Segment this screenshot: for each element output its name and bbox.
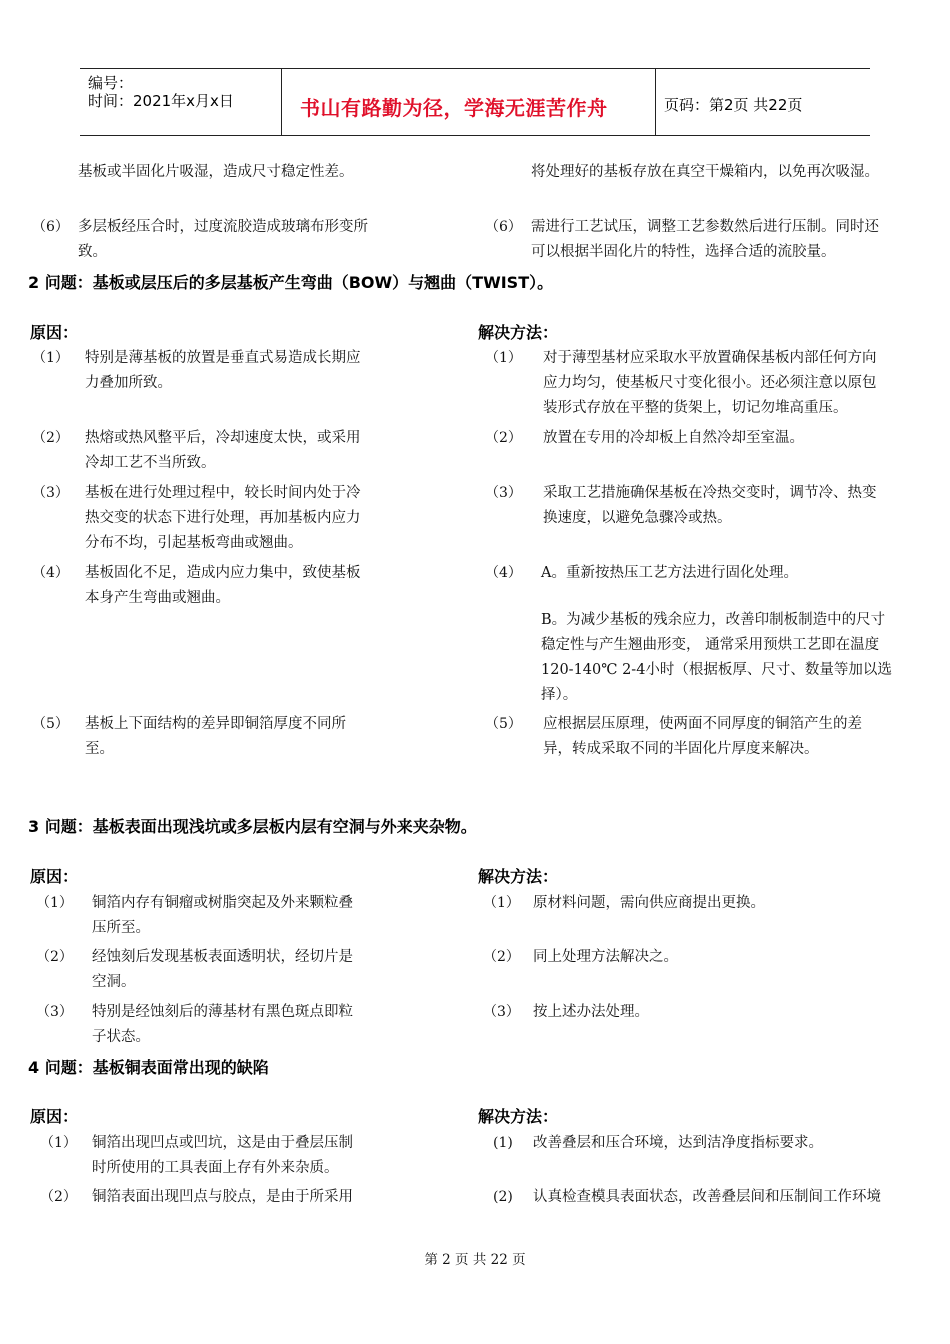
section-2-solution-4b-line4: 择）。 bbox=[541, 687, 578, 703]
section-2-solution-3-line2: 换速度，以避免急骤冷或热。 bbox=[543, 510, 732, 526]
section-2-solution-1-number: （1） bbox=[485, 350, 522, 366]
section-2-cause-3-line3: 分布不均，引起基板弯曲或翘曲。 bbox=[85, 535, 303, 551]
section-2-solution-2-number: （2） bbox=[485, 430, 522, 446]
section-2-solution-label: 解决方法： bbox=[478, 323, 559, 342]
section-2-cause-4-line1: 基板固化不足，造成内应力集中，致使基板 bbox=[85, 565, 361, 581]
continued-solution-6-number: （6） bbox=[485, 219, 522, 235]
section-4-solution-1-number: (1) bbox=[493, 1135, 513, 1151]
section-3-cause-1-number: （1） bbox=[36, 895, 73, 911]
section-4-cause-2-number: （2） bbox=[40, 1189, 77, 1205]
section-2-solution-3-line1: 采取工艺措施确保基板在冷热交变时，调节冷、热变 bbox=[543, 485, 877, 501]
section-2-cause-3-number: （3） bbox=[32, 485, 69, 501]
section-3-cause-2-line1: 经蚀刻后发现基板表面透明状，经切片是 bbox=[92, 949, 353, 965]
continued-cause-line: 基板或半固化片吸湿，造成尺寸稳定性差。 bbox=[78, 164, 354, 180]
section-2-cause-1-line1: 特别是薄基板的放置是垂直式易造成长期应 bbox=[85, 350, 361, 366]
section-2-solution-5-line2: 异，转成采取不同的半固化片厚度来解决。 bbox=[543, 741, 819, 757]
section-4-cause-label: 原因： bbox=[30, 1107, 79, 1126]
section-3-solution-3-number: （3） bbox=[483, 1004, 520, 1020]
section-2-solution-4a-line1: A。重新按热压工艺方法进行固化处理。 bbox=[541, 565, 798, 581]
section-3-solution-3-line1: 按上述办法处理。 bbox=[533, 1004, 649, 1020]
section-2-cause-3-line2: 热交变的状态下进行处理，再加基板内应力 bbox=[85, 510, 361, 526]
continued-cause-6-number: （6） bbox=[32, 219, 69, 235]
section-3-solution-2-line1: 同上处理方法解决之。 bbox=[533, 949, 678, 965]
section-3-solution-1-number: （1） bbox=[483, 895, 520, 911]
section-3-cause-1-line1: 铜箔内存有铜瘤或树脂突起及外来颗粒叠 bbox=[92, 895, 353, 911]
section-2-cause-label: 原因： bbox=[30, 323, 79, 342]
document-number-label: 编号： bbox=[88, 74, 134, 92]
section-2-solution-5-number: （5） bbox=[485, 716, 522, 732]
section-2-cause-1-number: （1） bbox=[32, 350, 69, 366]
section-2-solution-1-line3: 装形式存放在平整的货架上，切记勿堆高重压。 bbox=[543, 400, 848, 416]
section-2-solution-3-number: （3） bbox=[485, 485, 522, 501]
section-4-title: 4 问题：基板铜表面常出现的缺陷 bbox=[28, 1058, 269, 1077]
section-3-cause-3-number: （3） bbox=[36, 1004, 73, 1020]
section-2-cause-2-line2: 冷却工艺不当所致。 bbox=[85, 455, 216, 471]
header-top-rule bbox=[80, 68, 870, 69]
section-2-solution-4-number: （4） bbox=[485, 565, 522, 581]
section-3-cause-2-line2: 空洞。 bbox=[92, 974, 136, 990]
section-2-cause-3-line1: 基板在进行处理过程中，较长时间内处于冷 bbox=[85, 485, 361, 501]
section-2-solution-2-line1: 放置在专用的冷却板上自然冷却至室温。 bbox=[543, 430, 804, 446]
continued-solution-6-line2: 可以根据半固化片的特性，选择合适的流胶量。 bbox=[531, 244, 836, 260]
page-footer: 第 2 页 共 22 页 bbox=[424, 1252, 526, 1268]
continued-solution-6-line1: 需进行工艺试压，调整工艺参数然后进行压制。同时还 bbox=[531, 219, 879, 235]
section-2-title: 2 问题：基板或层压后的多层基板产生弯曲（BOW）与翘曲（TWIST）。 bbox=[28, 273, 554, 292]
section-2-cause-2-number: （2） bbox=[32, 430, 69, 446]
section-2-cause-4-number: （4） bbox=[32, 565, 69, 581]
header-bottom-rule bbox=[80, 135, 870, 136]
section-3-solution-1-line1: 原材料问题，需向供应商提出更换。 bbox=[533, 895, 765, 911]
section-3-cause-3-line2: 子状态。 bbox=[92, 1029, 150, 1045]
section-4-cause-1-number: （1） bbox=[40, 1135, 77, 1151]
header-motto: 书山有路勤为径，学海无涯苦作舟 bbox=[300, 96, 608, 120]
section-4-solution-2-number: (2) bbox=[493, 1189, 513, 1205]
section-2-solution-1-line2: 应力均匀，使基板尺寸变化很小。还必须注意以原包 bbox=[543, 375, 877, 391]
section-2-solution-5-line1: 应根据层压原理，使两面不同厚度的铜箔产生的差 bbox=[543, 716, 862, 732]
document-date-label: 时间：2021年x月x日 bbox=[88, 92, 234, 110]
header-divider-right bbox=[655, 68, 656, 135]
section-2-solution-4b-line2: 稳定性与产生翘曲形变， 通常采用预烘工艺即在温度 bbox=[541, 637, 880, 653]
section-2-cause-2-line1: 热熔或热风整平后，冷却速度太快，或采用 bbox=[85, 430, 361, 446]
section-2-cause-5-number: （5） bbox=[32, 716, 69, 732]
section-4-cause-2-line1: 铜箔表面出现凹点与胶点，是由于所采用 bbox=[92, 1189, 353, 1205]
section-2-cause-5-line1: 基板上下面结构的差异即铜箔厚度不同所 bbox=[85, 716, 346, 732]
section-4-solution-1-line1: 改善叠层和压合环境，达到洁净度指标要求。 bbox=[533, 1135, 823, 1151]
section-3-cause-1-line2: 压所至。 bbox=[92, 920, 150, 936]
section-3-cause-label: 原因： bbox=[30, 867, 79, 886]
section-3-solution-2-number: （2） bbox=[483, 949, 520, 965]
section-2-cause-1-line2: 力叠加所致。 bbox=[85, 375, 172, 391]
continued-cause-6-line2: 致。 bbox=[78, 244, 107, 260]
section-2-cause-5-line2: 至。 bbox=[85, 741, 114, 757]
section-3-cause-3-line1: 特别是经蚀刻后的薄基材有黑色斑点即粒 bbox=[92, 1004, 353, 1020]
section-4-solution-2-line1: 认真检查模具表面状态，改善叠层间和压制间工作环境 bbox=[533, 1189, 881, 1205]
section-3-cause-2-number: （2） bbox=[36, 949, 73, 965]
section-3-solution-label: 解决方法： bbox=[478, 867, 559, 886]
section-3-title: 3 问题：基板表面出现浅坑或多层板内层有空洞与外来夹杂物。 bbox=[28, 817, 477, 836]
continued-solution-line: 将处理好的基板存放在真空干燥箱内，以免再次吸湿。 bbox=[531, 164, 879, 180]
section-2-cause-4-line2: 本身产生弯曲或翘曲。 bbox=[85, 590, 230, 606]
section-2-solution-4b-line1: B。为减少基板的残余应力，改善印制板制造中的尺寸 bbox=[541, 612, 886, 628]
section-2-solution-1-line1: 对于薄型基材应采取水平放置确保基板内部任何方向 bbox=[543, 350, 877, 366]
header-divider-left bbox=[281, 68, 282, 135]
continued-cause-6-line1: 多层板经压合时，过度流胶造成玻璃布形变所 bbox=[78, 219, 368, 235]
section-4-cause-1-line1: 铜箔出现凹点或凹坑，这是由于叠层压制 bbox=[92, 1135, 353, 1151]
section-4-cause-1-line2: 时所使用的工具表面上存有外来杂质。 bbox=[92, 1160, 339, 1176]
section-2-solution-4b-line3: 120-140℃ 2-4小时（根据板厚、尺寸、数量等加以选 bbox=[541, 662, 892, 678]
section-4-solution-label: 解决方法： bbox=[478, 1107, 559, 1126]
page-number-label: 页码：第2页 共22页 bbox=[664, 96, 803, 114]
